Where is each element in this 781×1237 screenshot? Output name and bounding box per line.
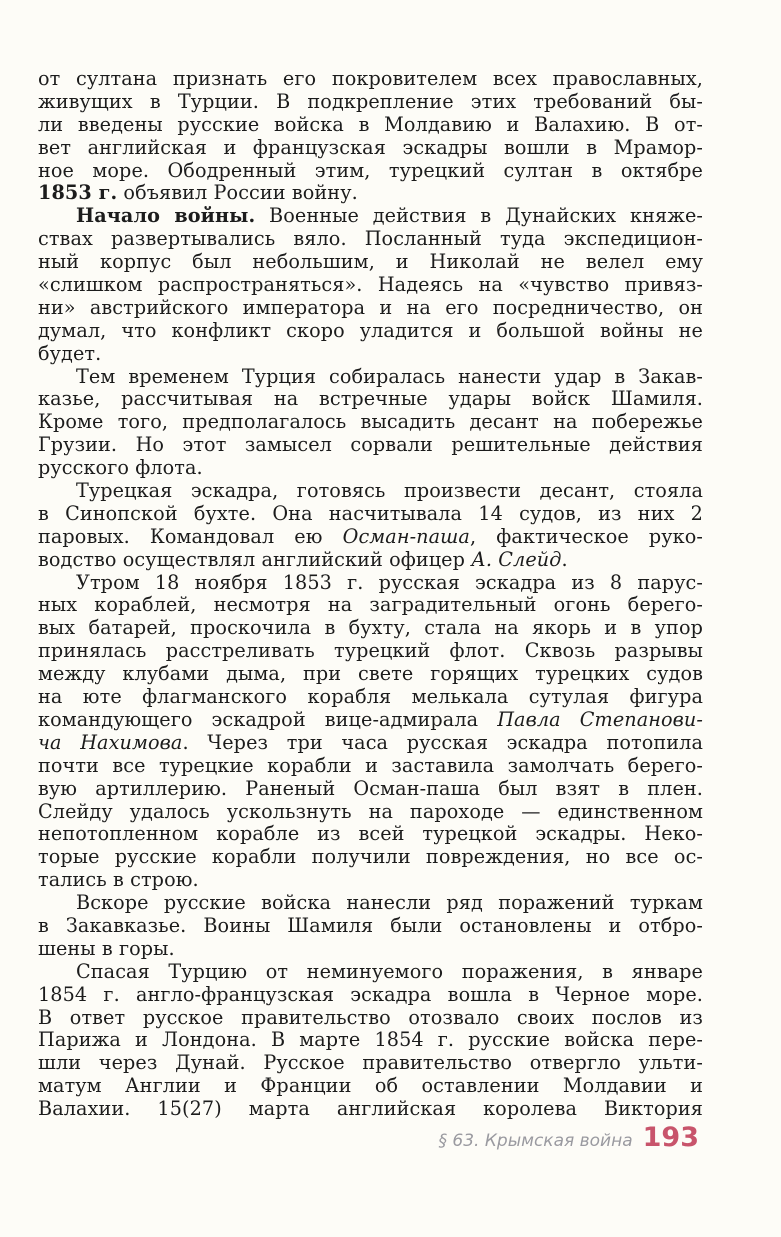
text-line: думал, что конфликт скоро уладится и большой войны не	[38, 318, 703, 342]
text-line: паровых. Командовал ею Осман-паша, фактическое руко-	[38, 524, 703, 548]
text-line: водство осуществлял английский офицер А. Слейд.	[38, 547, 568, 571]
text-line: Грузии. Но этот замысел сорвали решительные действия	[38, 433, 703, 457]
text-line: вых батарей, проскочила в бухту, стала на якорь и в упор	[38, 616, 703, 640]
text-line: ное море. Ободренный этим, турецкий султан в октябре	[38, 158, 703, 182]
text-line: командующего эскадрой вице-адмирала Павла Степанови-	[38, 707, 703, 731]
text-line: ни» австрийского императора и на его посредничество, он	[38, 295, 703, 319]
text-line: на юте флагманского корабля мелькала сутулая фигура	[38, 685, 703, 709]
text-line: Утром 18 ноября 1853 г. русская эскадра из 8 парус-	[76, 570, 703, 594]
text-line: шли через Дунай. Русское правительство отвергло ульти-	[38, 1051, 703, 1075]
text-line: Турецкая эскадра, готовясь произвести десант, стояла	[76, 479, 703, 503]
text-line: живущих в Турции. В подкрепление этих требований бы-	[38, 89, 703, 113]
text-line: вую артиллерию. Раненый Осман-паша был взят в плен.	[38, 776, 703, 800]
text-line: 1854 г. англо-французская эскадра вошла в Черное море.	[38, 982, 703, 1006]
text-line: ный корпус был небольшим, и Николай не велел ему	[38, 250, 703, 274]
text-line: русского флота.	[38, 456, 203, 480]
text-line: в Синопской бухте. Она насчитывала 14 судов, из них 2	[38, 501, 703, 525]
text-line: будет.	[38, 341, 102, 365]
page-body	[38, 68, 703, 1121]
text-line: казье, рассчитывая на встречные удары войск Шамиля.	[38, 387, 703, 411]
text-line: Валахии. 15(27) марта английская королева Виктория	[38, 1097, 703, 1121]
text-line: от султана признать его покровителем всех православных,	[38, 67, 703, 90]
text-line: В ответ русское правительство отозвало своих послов из	[38, 1005, 703, 1029]
text-line: торые русские корабли получили повреждения, но все ос-	[38, 845, 703, 869]
text-line: «слишком распространяться». Надеясь на «чувство привяз-	[38, 273, 703, 297]
text-line: Кроме того, предполагалось высадить десант на побережье	[38, 410, 703, 434]
text-line: почти все турецкие корабли и заставила замолчать берего-	[38, 753, 703, 777]
page-footer	[439, 1122, 700, 1153]
text-line: Тем временем Турция собиралась нанести удар в Закав-	[76, 364, 703, 388]
text-line: между клубами дыма, при свете горящих турецких судов	[38, 662, 703, 686]
text-line: Парижа и Лондона. В марте 1854 г. русские войска пере-	[38, 1028, 703, 1052]
section-heading: Начало войны.	[76, 204, 256, 228]
text-line: ствах развертывались вяло. Посланный туда экспедицион-	[38, 227, 703, 251]
text-line: ных кораблей, несмотря на заградительный огонь берего-	[38, 593, 703, 617]
text-line: Спасая Турцию от неминуемого поражения, в январе	[76, 959, 703, 983]
text-line: Слейду удалось ускользнуть на пароходе — единственном	[38, 799, 703, 823]
section-title: § 63. Крымская война	[438, 1131, 633, 1151]
section-heading-line: Начало войны. Военные действия в Дунайских княже-	[76, 204, 703, 228]
text-line: 1853 г. объявил России войну.	[38, 181, 358, 205]
text-line: ли введены русские войска в Молдавию и Валахию. В от-	[38, 112, 703, 136]
text-line: в Закавказье. Воины Шамиля были остановлены и отбро-	[38, 913, 703, 937]
text-line: тались в строю.	[38, 868, 199, 892]
text-line: матум Англии и Франции об оставлении Молдавии и	[38, 1074, 703, 1098]
text-line: вет английская и французская эскадры вошли в Мрамор-	[38, 135, 703, 159]
text-line: непотопленном корабле из всей турецкой эскадры. Неко-	[38, 822, 703, 846]
page-number: 193	[642, 1122, 699, 1153]
text-line: ча Нахимова. Через три часа русская эскадра потопила	[38, 730, 703, 754]
text-line: принялась расстреливать турецкий флот. Сквозь разрывы	[38, 639, 703, 663]
text-line: шены в горы.	[38, 936, 175, 960]
text-line: Вскоре русские войска нанесли ряд поражений туркам	[76, 891, 703, 915]
